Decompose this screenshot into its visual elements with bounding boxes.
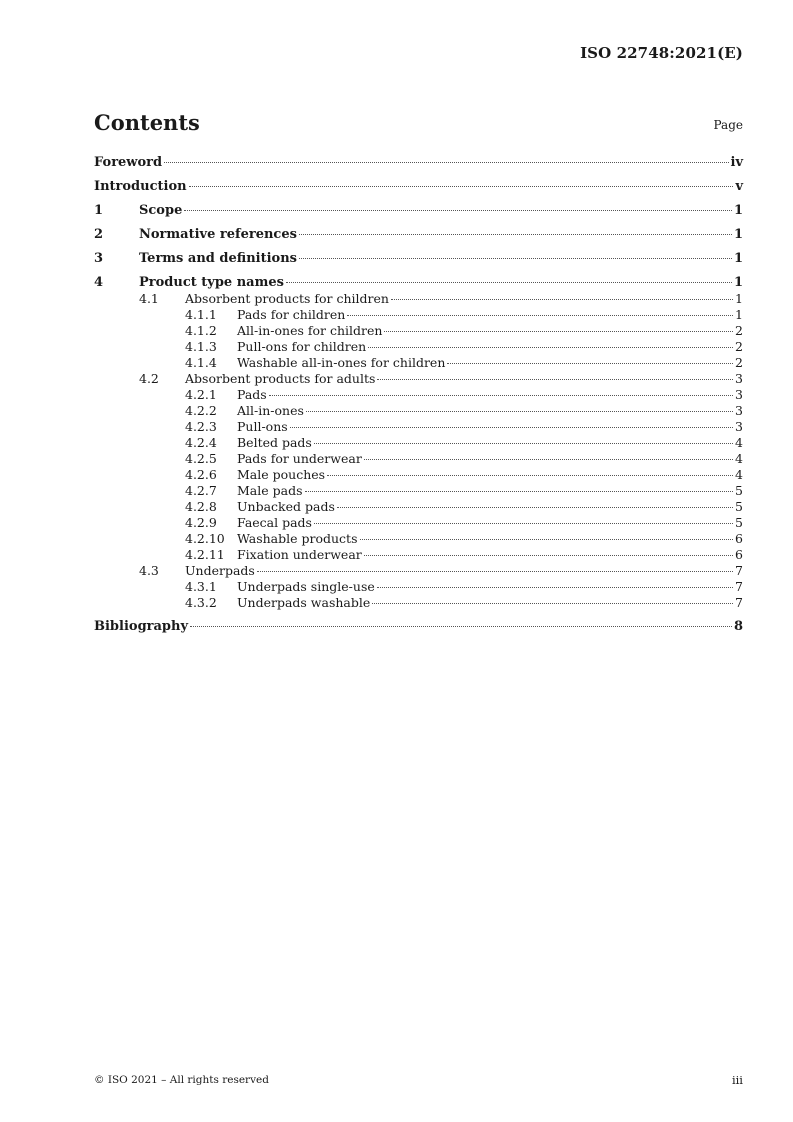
toc-entry[interactable] <box>94 154 743 171</box>
toc-entry-page: iv <box>730 155 743 170</box>
dot-leader <box>337 507 733 508</box>
dot-leader <box>269 395 733 396</box>
toc-entry-number: 4.2.6 <box>185 467 217 482</box>
toc-entry-label: Foreword <box>94 155 163 170</box>
dot-leader <box>314 523 733 524</box>
toc-entry[interactable] <box>94 202 743 219</box>
toc-entry-page: 2 <box>735 323 743 338</box>
toc-entry-page: 7 <box>735 563 743 578</box>
toc-entry-number: 4.2.3 <box>185 419 217 434</box>
toc-entry[interactable] <box>94 451 743 467</box>
dot-leader <box>360 539 734 540</box>
toc-entry-page: 3 <box>735 403 743 418</box>
toc-entry-label: Product type names <box>139 275 284 290</box>
toc-entry-label: All-in-ones <box>237 403 304 418</box>
toc-entry-number: 4.3.2 <box>185 595 217 610</box>
toc-entry-label: Pull-ons <box>237 419 288 434</box>
dot-leader <box>347 315 733 316</box>
toc-entry-number: 4.2.9 <box>185 515 217 530</box>
page-title: Contents <box>94 110 200 135</box>
dot-leader <box>364 555 733 556</box>
page-number: iii <box>731 1073 743 1087</box>
toc-entry[interactable] <box>94 435 743 451</box>
toc-entry-label: Unbacked pads <box>237 499 335 514</box>
toc-entry[interactable] <box>94 419 743 435</box>
toc-entry[interactable] <box>94 547 743 563</box>
toc-entry-page: 8 <box>733 619 743 634</box>
dot-leader <box>299 234 732 235</box>
toc-entry[interactable] <box>94 387 743 403</box>
toc-entry[interactable] <box>94 178 743 195</box>
copyright-notice: © ISO 2021 – All rights reserved <box>94 1074 269 1086</box>
document-id: ISO 22748:2021(E) <box>580 44 743 62</box>
toc-entry-page: 1 <box>733 251 743 266</box>
toc-entry-number: 4.2.11 <box>185 547 225 562</box>
toc-entry-label: Pads <box>237 387 267 402</box>
toc-entry-page: 1 <box>733 203 743 218</box>
toc-entry-number: 4.3 <box>139 563 159 578</box>
toc-entry[interactable] <box>94 339 743 355</box>
toc-entry[interactable] <box>94 307 743 323</box>
toc-entry[interactable] <box>94 323 743 339</box>
toc-entry[interactable] <box>94 226 743 243</box>
dot-leader <box>327 475 733 476</box>
toc-entry[interactable] <box>94 618 743 635</box>
toc-entry-number: 4.2.1 <box>185 387 217 402</box>
dot-leader <box>314 443 733 444</box>
toc-entry-label: Male pouches <box>237 467 326 482</box>
toc-entry-number: 4.2.5 <box>185 451 217 466</box>
toc-entry-page: 6 <box>735 531 743 546</box>
toc-entry-page: 3 <box>735 387 743 402</box>
toc-entry[interactable] <box>94 515 743 531</box>
toc-entry-label: Pads for children <box>237 307 346 322</box>
toc-entry-page: 2 <box>735 355 743 370</box>
dot-leader <box>189 186 734 187</box>
toc-entry-label: Absorbent products for children <box>185 291 389 306</box>
toc-entry-page: 7 <box>735 595 743 610</box>
toc-entry-page: 5 <box>735 515 743 530</box>
toc-entry-label: Scope <box>139 203 183 218</box>
toc-entry-label: Bibliography <box>94 619 189 634</box>
toc-entry-page: 4 <box>735 451 743 466</box>
toc-entry-label: Terms and definitions <box>139 251 297 266</box>
toc-entry[interactable] <box>94 291 743 307</box>
toc-entry-label: Normative references <box>139 227 297 242</box>
toc-entry-page: 5 <box>735 499 743 514</box>
dot-leader <box>391 299 733 300</box>
dot-leader <box>377 587 733 588</box>
dot-leader <box>447 363 733 364</box>
toc-entry-number: 4.2 <box>139 371 159 386</box>
dot-leader <box>384 331 733 332</box>
toc-entry-number: 4 <box>94 275 104 290</box>
toc-entry-page: 3 <box>735 419 743 434</box>
toc-entry-page: 5 <box>735 483 743 498</box>
toc-entry-number: 4.1 <box>139 291 159 306</box>
toc-entry-page: 4 <box>735 467 743 482</box>
toc-entry-label: Introduction <box>94 179 187 194</box>
toc-entry-page: 1 <box>733 275 743 290</box>
toc-entry-label: All-in-ones for children <box>237 323 383 338</box>
toc-entry[interactable] <box>94 563 743 579</box>
toc-entry[interactable] <box>94 467 743 483</box>
toc-entry[interactable] <box>94 595 743 611</box>
dot-leader <box>184 210 732 211</box>
toc-entry-number: 4.1.3 <box>185 339 217 354</box>
toc-entry-label: Washable products <box>237 531 358 546</box>
dot-leader <box>290 427 733 428</box>
toc-entry[interactable] <box>94 403 743 419</box>
toc-entry-page: 2 <box>735 339 743 354</box>
dot-leader <box>305 491 734 492</box>
toc-entry-number: 2 <box>94 227 104 242</box>
toc-entry-page: 1 <box>735 307 743 322</box>
page-column-label: Page <box>713 118 743 132</box>
toc-entry-label: Fixation underwear <box>237 547 362 562</box>
table-of-contents <box>94 154 743 635</box>
toc-entry-label: Pull-ons for children <box>237 339 367 354</box>
toc-entry-page: 3 <box>735 371 743 386</box>
toc-entry-page: v <box>735 179 743 194</box>
toc-entry-page: 6 <box>735 547 743 562</box>
toc-entry[interactable] <box>94 250 743 267</box>
toc-entry-label: Pads for underwear <box>237 451 362 466</box>
dot-leader <box>364 459 733 460</box>
toc-entry-label: Faecal pads <box>237 515 312 530</box>
toc-entry[interactable] <box>94 579 743 595</box>
toc-entry-label: Underpads <box>185 563 255 578</box>
toc-entry-label: Absorbent products for adults <box>185 371 376 386</box>
toc-entry-page: 4 <box>735 435 743 450</box>
toc-entry-number: 4.2.10 <box>185 531 225 546</box>
dot-leader <box>372 603 733 604</box>
toc-entry[interactable] <box>94 371 743 387</box>
dot-leader <box>306 411 733 412</box>
toc-entry-number: 4.1.4 <box>185 355 217 370</box>
toc-entry-label: Belted pads <box>237 435 312 450</box>
dot-leader <box>257 571 733 572</box>
dot-leader <box>286 282 732 283</box>
toc-entry[interactable] <box>94 499 743 515</box>
toc-entry-label: Underpads single-use <box>237 579 375 594</box>
toc-entry-number: 4.2.2 <box>185 403 217 418</box>
toc-entry-number: 4.1.2 <box>185 323 217 338</box>
toc-entry-page: 7 <box>735 579 743 594</box>
toc-entry-number: 4.3.1 <box>185 579 217 594</box>
toc-entry-page: 1 <box>733 227 743 242</box>
dot-leader <box>368 347 733 348</box>
toc-entry-page: 1 <box>735 291 743 306</box>
toc-entry-label: Underpads washable <box>237 595 371 610</box>
toc-entry[interactable] <box>94 531 743 547</box>
toc-entry-number: 4.1.1 <box>185 307 217 322</box>
dot-leader <box>377 379 733 380</box>
toc-entry-number: 4.2.7 <box>185 483 217 498</box>
toc-entry[interactable] <box>94 483 743 499</box>
toc-entry[interactable] <box>94 355 743 371</box>
dot-leader <box>190 626 732 627</box>
toc-entry-label: Male pads <box>237 483 303 498</box>
toc-entry[interactable] <box>94 274 743 291</box>
toc-entry-label: Washable all-in-ones for children <box>237 355 446 370</box>
dot-leader <box>299 258 732 259</box>
toc-entry-number: 1 <box>94 203 104 218</box>
toc-entry-number: 3 <box>94 251 104 266</box>
toc-entry-number: 4.2.8 <box>185 499 217 514</box>
toc-entry-number: 4.2.4 <box>185 435 217 450</box>
dot-leader <box>164 162 728 163</box>
